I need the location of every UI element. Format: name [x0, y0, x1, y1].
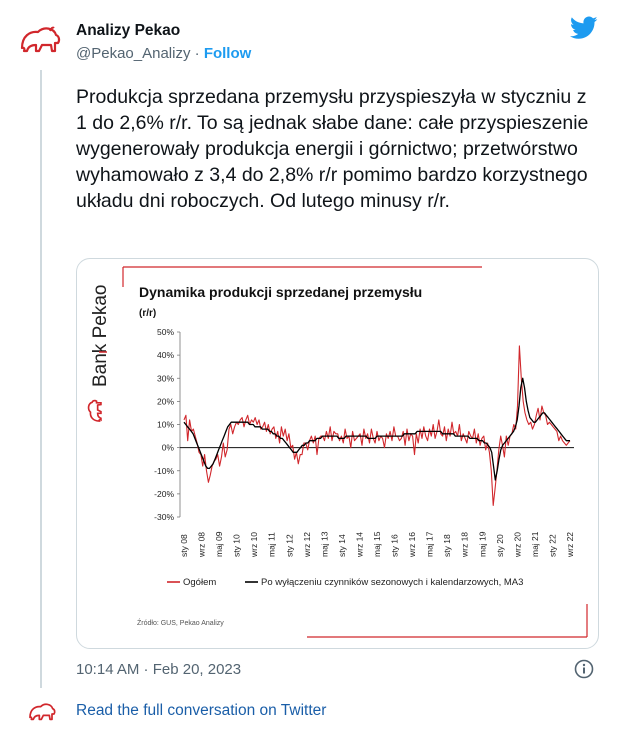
x-tick-label: wrz 12 — [301, 531, 312, 557]
x-tick-label: sty 08 — [179, 534, 189, 557]
bison-logo-icon[interactable] — [18, 22, 62, 58]
y-tick-label: 40% — [156, 350, 174, 361]
x-tick-label: maj 19 — [477, 531, 488, 557]
series-line-ma3 — [184, 378, 570, 480]
thread-line — [40, 70, 42, 688]
chart-image-card[interactable] — [76, 258, 599, 649]
x-tick-label: sty 20 — [494, 534, 505, 557]
bison-logo-icon — [89, 401, 101, 421]
author-name[interactable]: Analizy Pekao — [76, 22, 181, 39]
y-tick-label: 30% — [156, 373, 174, 384]
author-handle[interactable]: @Pekao_Analizy — [76, 45, 191, 62]
industrial-production-chart — [77, 259, 598, 648]
y-tick-label: -30% — [154, 512, 174, 522]
x-tick-label: wrz 16 — [407, 531, 418, 557]
x-tick-label: wrz 08 — [196, 531, 207, 557]
x-tick-label: maj 11 — [266, 532, 277, 557]
chart-title: Dynamika produkcji sprzedanej przemysłu — [139, 284, 423, 300]
x-tick-label: sty 22 — [547, 534, 558, 557]
y-axis — [154, 327, 574, 522]
x-tick-label: maj 09 — [214, 531, 225, 557]
read-conversation-link[interactable]: Read the full conversation on Twitter — [76, 702, 327, 719]
x-tick-label: wrz 18 — [459, 531, 470, 557]
y-tick-label: 50% — [156, 327, 174, 337]
bank-pekao-brand: Bank Pekao — [90, 284, 111, 387]
y-axis-label: (r/r) — [139, 308, 157, 319]
handle-row — [76, 45, 251, 62]
x-tick-label: sty 10 — [231, 534, 242, 557]
twitter-bird-icon[interactable] — [570, 16, 598, 40]
x-tick-label: maj 15 — [372, 531, 382, 557]
series-line-ogolem — [184, 346, 570, 506]
legend-label-ma3: Po wyłączeniu czynników sezonowych i kalendarzowych, MA3 — [261, 577, 524, 588]
x-axis — [179, 531, 575, 558]
x-tick-label: sty 18 — [442, 534, 453, 557]
x-tick-label: wrz 14 — [354, 531, 365, 557]
tweet-text: Produkcja sprzedana przemysłu przyspieszyła w styczniu z 1 do 2,6% r/r. To są jednak słabe dane: całe przyspieszenie wygenerowały produkcja energii i górnictwo; przetwórstwo wyhamowało z 3,4 do 2,8% r/r pomimo bardzo korzystnego układu dni roboczych. Od lutego minusy r/r. — [76, 86, 589, 212]
series-lines — [184, 346, 570, 506]
x-tick-label: maj 17 — [424, 531, 435, 557]
x-tick-label: wrz 10 — [249, 531, 260, 557]
info-icon[interactable] — [574, 659, 594, 679]
bison-logo-icon[interactable] — [26, 700, 58, 724]
x-tick-label: sty 14 — [336, 534, 347, 557]
y-tick-label: 10% — [156, 419, 174, 430]
y-tick-label: 0% — [161, 442, 174, 453]
chart-source: Źródło: GUS, Pekao Analizy — [137, 620, 224, 627]
x-tick-label: wrz 22 — [565, 531, 575, 557]
handle-separator: · — [194, 45, 200, 62]
follow-button[interactable]: Follow — [203, 45, 252, 62]
x-tick-label: wrz 20 — [512, 531, 523, 557]
x-tick-label: maj 13 — [319, 531, 330, 557]
y-tick-label: 20% — [156, 396, 174, 407]
y-tick-label: -10% — [154, 465, 174, 476]
legend-label-ogolem: Ogółem — [183, 577, 217, 588]
y-tick-label: -20% — [154, 488, 174, 499]
tweet-timestamp[interactable]: 10:14 AM · Feb 20, 2023 — [76, 661, 242, 678]
x-tick-label: sty 12 — [284, 534, 295, 557]
x-tick-label: sty 16 — [389, 534, 400, 557]
x-tick-label: maj 21 — [529, 531, 540, 557]
